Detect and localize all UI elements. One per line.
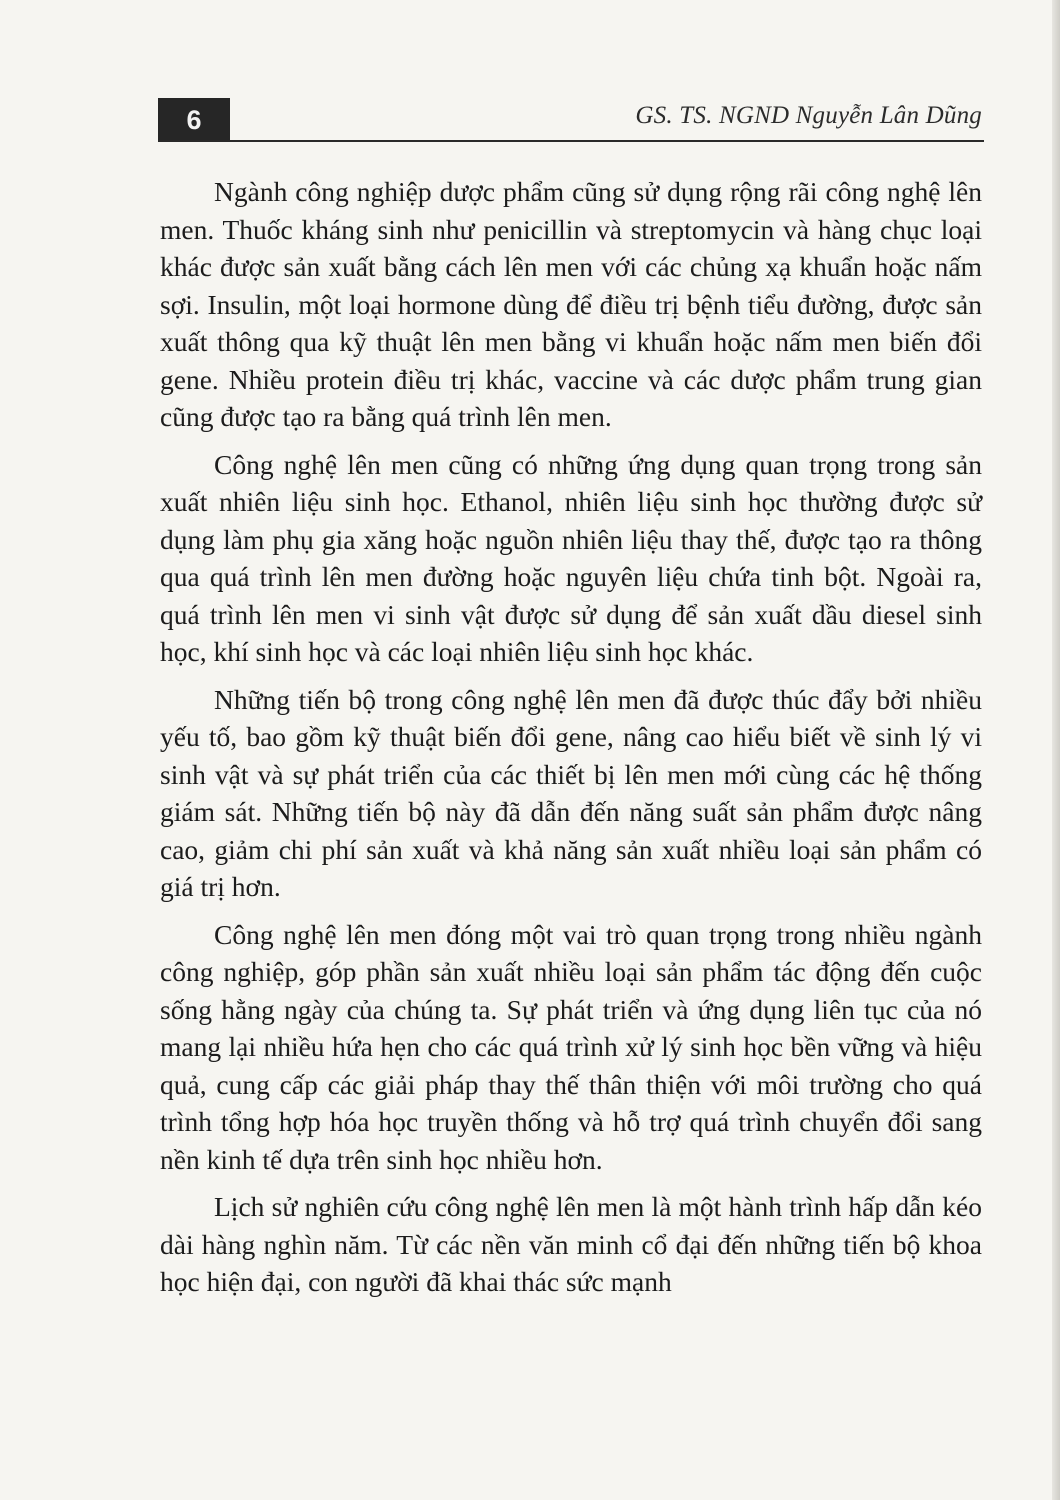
paragraph: Lịch sử nghiên cứu công nghệ lên men là một hành trình hấp dẫn kéo dài hàng nghìn năm. Từ các nền văn minh cổ đại đến những tiến bộ khoa học hiện đại, con người đã khai thác sức mạnh bbox=[160, 1191, 982, 1297]
page-number: 6 bbox=[158, 98, 230, 142]
paragraph: Những tiến bộ trong công nghệ lên men đã được thúc đẩy bởi nhiều yếu tố, bao gồm kỹ thuật biến đổi gene, nâng cao hiểu biết về sinh lý vi sinh vật và sự phát triển của các thiết bị lên men mới cùng các hệ thống giám sát. Những tiến bộ này đã dẫn đến năng suất sản phẩm được nâng cao, giảm chi phí sản xuất và khả năng sản xuất nhiều loại sản phẩm có giá trị hơn. bbox=[160, 683, 982, 902]
page-header bbox=[158, 98, 984, 144]
paragraph: Công nghệ lên men cũng có những ứng dụng quan trọng trong sản xuất nhiên liệu sinh học. Ethanol, nhiên liệu sinh học thường được sử dụng làm phụ gia xăng hoặc nguồn nhiên liệu thay thế, được tạo ra thông qua quá trình lên men đường hoặc nguyên liệu chứa tinh bột. Ngoài ra, quá trình lên men vi sinh vật được sử dụng để sản xuất dầu diesel sinh học, khí sinh học và các loại nhiên liệu sinh học khác. bbox=[160, 448, 982, 667]
body-text bbox=[160, 173, 982, 1311]
page-edge bbox=[1052, 0, 1060, 1500]
paragraph: Công nghệ lên men đóng một vai trò quan trọng trong nhiều ngành công nghiệp, góp phần sản xuất nhiều loại sản phẩm tác động đến cuộc sống hằng ngày của chúng ta. Sự phát triển và ứng dụng liên tục của nó mang lại nhiều hứa hẹn cho các quá trình xử lý sinh học bền vững và hiệu quả, cung cấp các giải pháp thay thế thân thiện với môi trường cho quá trình tổng hợp hóa học truyền thống và hỗ trợ quá trình chuyển đổi sang nền kinh tế dựa trên sinh học nhiều hơn. bbox=[160, 918, 982, 1175]
paragraph: Ngành công nghiệp dược phẩm cũng sử dụng rộng rãi công nghệ lên men. Thuốc kháng sinh như penicillin và streptomycin và hàng chục loại khác được sản xuất bằng cách lên men với các chủng xạ khuẩn hoặc nấm sợi. Insulin, một loại hormone dùng để điều trị bệnh tiểu đường, được sản xuất thông qua kỹ thuật lên men bằng vi khuẩn hoặc nấm men biến đổi gene. Nhiều protein điều trị khác, vaccine và các dược phẩm trung gian cũng được tạo ra bằng quá trình lên men. bbox=[160, 176, 982, 432]
header-rule bbox=[158, 140, 984, 142]
running-head-author: GS. TS. NGND Nguyễn Lân Dũng bbox=[635, 102, 982, 129]
